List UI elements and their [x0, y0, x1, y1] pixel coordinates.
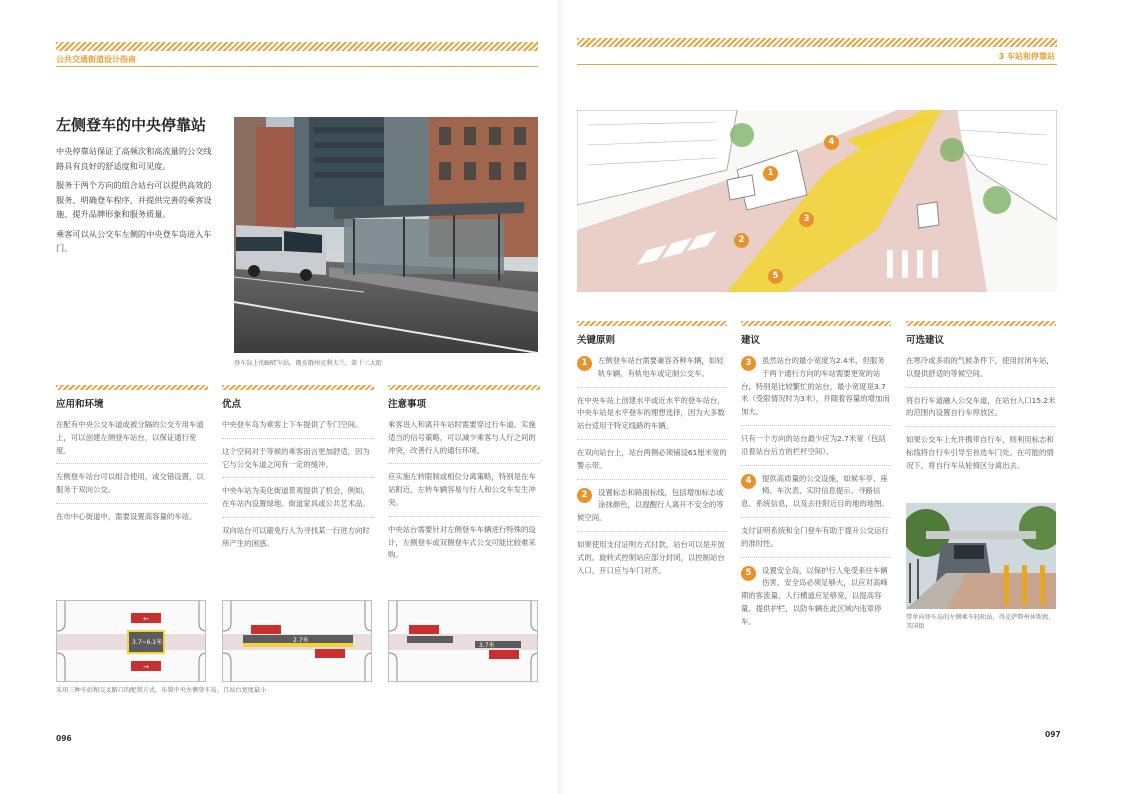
- section-heading: 关键原则: [577, 335, 616, 346]
- item-number: 4: [741, 474, 756, 489]
- recommendation-item: 只有一个方向的站台最少应为2.7米宽（包括沿着站台后方的栏杆空间）。: [741, 433, 891, 466]
- section-paragraph: 这个空间对于等候的乘客而言更加舒适，因为它与公交车道之间有一定的缓冲。: [222, 446, 374, 479]
- section-paragraph: 双向站台可以避免行人为寻找某一行进方向时所产生的困惑。: [222, 525, 370, 548]
- running-head: 3 车站和停靠站: [998, 52, 1055, 61]
- principle-item: 如果使用支付证明方式付款，站台可以是开放式的。旋转式控制站应部分封闭，以控制站台入口，开口应与车门对齐。: [577, 539, 725, 575]
- section-heading: 可选建议: [906, 335, 945, 346]
- section-benefits: [222, 388, 374, 564]
- section-paragraph: 在市中心街道中，需要设置高容量的车站。: [56, 511, 197, 521]
- recommendation-item: 支付证明系统和全门登车有助于提升公交运行的准时性。: [741, 525, 891, 558]
- principle-item: [577, 355, 727, 388]
- svg-text:←: ←: [143, 615, 149, 623]
- plan-diagram-2: [222, 600, 372, 682]
- section-paragraph: 乘客进入和离开车站时需要穿过行车道。实施适当的信号策略，可以减少乘客与人行之间的冲突，改善行人的通行环境。: [388, 419, 540, 464]
- left-page: [0, 0, 560, 794]
- intro-paragraph: 乘客可以从公交车左侧的中央登车岛进入车门。: [56, 228, 212, 253]
- right-page: [563, 0, 1123, 794]
- item-text: 设置安全岛，以保护行人免受来往车辆伤害。安全岛必须足够大，以应对高峰期的客流量。人行横道应足够宽，以提高容量。提供护栏，以防车辆在此区域内违章停车。: [741, 565, 888, 626]
- plan-diagram-3: [388, 600, 538, 682]
- light-rail-photo: [906, 503, 1056, 609]
- intro-text: [56, 144, 216, 261]
- station-illustration: [577, 110, 1057, 292]
- header-rule: [56, 66, 538, 67]
- photo-caption: 登车岛上的BRT车站，俄亥俄州克利夫兰，第十三大街: [234, 360, 382, 367]
- section-heading: 注意事项: [388, 399, 427, 410]
- brt-station-photo: [234, 117, 538, 353]
- item-text: 设置标志和路面标线，包括增加标志或涂抹颜色，以提醒行人离开不安全的等候空间。: [577, 487, 724, 523]
- page-number: 097: [1045, 730, 1061, 739]
- photo-caption: 带单向登车岛的左侧乘车轻轨站，得克萨斯州休斯敦，美国街: [906, 614, 1055, 630]
- section-recommendations: [741, 324, 891, 642]
- item-text: 左侧登车站台需要兼容各种车辆，如轻轨车辆、有轨电车或定制公交车。: [598, 356, 724, 378]
- principle-item: [577, 487, 727, 532]
- header-hatch-band: [56, 42, 538, 51]
- diagram-caption: 采用三种车站和交叉路口的配置方式，布置中央左侧登车岛，且站台宽度最小: [56, 687, 267, 694]
- section-paragraph: 中央站台需要针对左侧登车车辆进行特殊的设计，左侧登车或双侧登车式公交可能比较难采购。: [388, 524, 536, 560]
- item-number: 5: [741, 566, 756, 581]
- dimension-label: 3.7~6.1米: [132, 639, 163, 646]
- page-title: 左侧登车的中央停靠站: [56, 116, 207, 134]
- plan-diagram-1: [56, 600, 206, 682]
- callout-marker: 2: [734, 233, 749, 248]
- intro-paragraph: 中央停靠站保证了高频次和高流量的公交线路具有良好的舒适度和可见度。: [56, 146, 212, 171]
- section-heading: 应用和环境: [56, 399, 104, 410]
- recommendation-item: [741, 565, 891, 635]
- recommendation-item: [741, 473, 891, 518]
- section-paragraph: 应实施左转限制或相位分离策略，特别是在车站附近，左转车辆容易与行人和公交车发生冲突。: [388, 471, 540, 516]
- section-considerations: [388, 388, 540, 575]
- section-paragraph: 在配有中央公交车道或被分隔的公交专用车道上，可以创建左侧登车站台，以保证通行宽度。: [56, 419, 208, 464]
- section-optional: [906, 324, 1056, 486]
- header-hatch-band: [577, 38, 1057, 47]
- section-heading: 优点: [222, 399, 242, 410]
- item-number: 2: [577, 488, 592, 503]
- section-paragraph: 中央登车岛为乘客上下车提供了专门空间。: [222, 419, 374, 439]
- callout-marker: 5: [768, 269, 783, 284]
- item-text: 虽然站台的最小宽度为2.4米，但服务于两个通行方向的车站需要更宽的站台，特别是比较繁忙的站台，最小宽度是3.7米（受限情况时为3米），并随着容量的增加而加大。: [741, 356, 890, 417]
- optional-item: 如果公交车上允许携带自行车，则利用标志和标线将自行车引导至首选车门处。在可能的情况下，将自行车从轮椅区分离出去。: [906, 435, 1054, 470]
- running-head: 公共交通街道设计指南: [56, 55, 136, 64]
- callout-marker: 3: [799, 212, 814, 227]
- dimension-label: 3.7米: [479, 642, 495, 649]
- section-applications: [56, 388, 208, 537]
- optional-item: 在寒冷或多雨的气候条件下，使用封闭车站，以提供舒适的等候空间。: [906, 355, 1056, 388]
- recommendation-item: [741, 355, 891, 426]
- item-number: 3: [741, 356, 756, 371]
- page-number: 096: [56, 734, 72, 743]
- section-paragraph: 左侧登车站台可以组合使用，或交错设置，以服务于双向公交。: [56, 471, 208, 504]
- optional-item: 将自行车道融入公交车道，在站台入口15.2米的范围内设置自行车停放区。: [906, 395, 1056, 428]
- dimension-label: 2.7米: [293, 637, 309, 644]
- principle-item: 在中央车站上创建水平或近水平的登车站台，中央车站是水平登车的理想选择，因为大多数站台适用于特定线路的车辆。: [577, 395, 727, 440]
- header-rule: [577, 64, 1057, 65]
- section-paragraph: 中央车站为美化街道景观提供了机会，例如，在车站内设置绿地、街道家具或公共艺术品。: [222, 485, 374, 518]
- section-heading: 建议: [741, 335, 761, 346]
- item-text: 提供高质量的公交设施，如候车亭、座椅、车次表、实时信息提示、寻路信息、系统信息，以及去往附近目的地的地图。: [741, 473, 889, 509]
- section-key-principles: [577, 324, 727, 590]
- intro-paragraph: 服务于两个方向的组合站台可以提供高效的服务、明确登车程序，并提供完善的乘客设施、提升品牌形象和服务质量。: [56, 180, 212, 219]
- item-number: 1: [577, 356, 592, 371]
- principle-item: 在双向站台上，站台两侧必须铺设61厘米宽的警示带。: [577, 447, 727, 480]
- callout-marker: 1: [763, 166, 778, 181]
- svg-text:→: →: [143, 663, 149, 671]
- callout-marker: 4: [824, 135, 839, 150]
